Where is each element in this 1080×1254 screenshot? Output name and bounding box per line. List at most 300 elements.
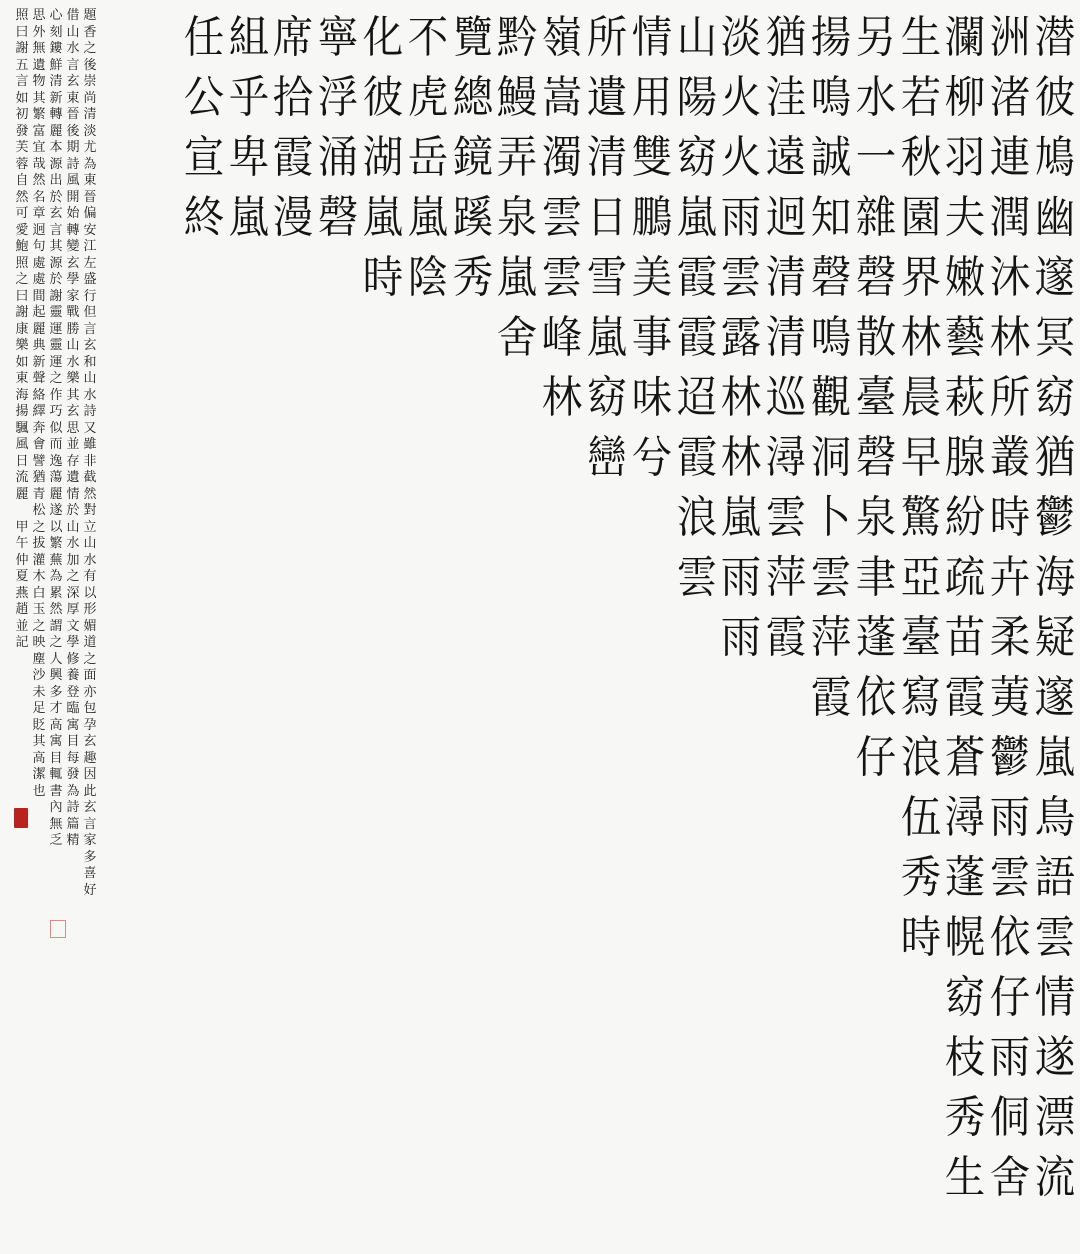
seal-character: 幌 [945,912,986,963]
colophon-character: 以 [83,585,97,601]
colophon-character: 為 [49,569,63,584]
seal-character: 連 [989,132,1031,183]
colophon-character: 開 [66,189,80,205]
colophon-character: 愛 [15,222,29,238]
seal-character: 任 [183,12,225,63]
colophon-character: 言 [49,222,63,238]
seal-character: 嵩 [541,72,583,123]
colophon-character: 詩 [66,800,80,815]
seal-character: 雨 [989,792,1031,843]
seal-character: 枝 [945,1032,986,1083]
seal-character: 雲 [676,552,717,603]
colophon-character: 高 [49,717,63,733]
colophon-character: 麗 [49,123,63,139]
colophon-character: 修 [66,651,80,667]
seal-character: 雪 [586,252,628,303]
colophon-character: 而 [49,437,63,452]
seal-character: 萍 [810,612,852,663]
colophon-character: 謝 [15,305,29,320]
colophon-character: 運 [49,354,63,370]
colophon-character: 詩 [83,404,97,419]
colophon-character: 心 [49,8,63,23]
seal-character: 公 [183,72,225,123]
seal-character: 洼 [765,72,807,123]
colophon-character: 玄 [66,404,80,419]
colophon-character: 尚 [83,90,97,106]
seal-character: 嵐 [497,252,538,303]
seal-character: 秋 [900,132,941,183]
seal-character: 淡 [721,12,762,63]
main-column [405,8,451,308]
colophon-character: 潔 [32,767,46,782]
seal-character: 美 [631,252,673,303]
colophon-character: 為 [66,783,80,799]
colophon-character: 變 [66,239,80,254]
colophon-character: 趙 [15,602,29,617]
colophon-character: 盛 [83,272,97,287]
seal-character: 邃 [1034,252,1076,303]
colophon-character: 轉 [66,222,80,238]
colophon-character: 無 [32,41,46,56]
seal-character: 生 [945,1152,986,1203]
seal-character: 事 [631,312,673,363]
seal-character: 苗 [945,612,986,663]
seal-character: 雲 [1034,912,1076,963]
colophon-character: 物 [32,74,46,89]
colophon-character: 謝 [15,41,29,56]
seal-character: 園 [900,192,941,243]
colophon-character: 其 [66,387,80,403]
colophon-column [65,8,81,850]
colophon-character: 刻 [49,24,63,40]
colophon-character: 香 [83,24,97,40]
colophon-character: 目 [66,734,80,749]
colophon-character: 巧 [49,404,63,419]
colophon-character: 可 [15,206,29,221]
colophon-character: 鮮 [49,57,63,73]
colophon-character: 然 [32,173,46,188]
colophon-character: 名 [32,189,46,205]
seal-character: 覽 [452,12,493,63]
colophon-character: 鮑 [15,239,29,254]
main-column [987,8,1033,1208]
seal-character: 時 [900,912,941,963]
colophon-character: 此 [83,783,97,799]
seal-character: 浮 [317,72,359,123]
colophon-character: 山 [66,338,80,353]
colophon-character: 書 [49,783,63,799]
colophon-character: 奔 [32,420,46,436]
seal-character: 羽 [945,132,986,183]
colophon-character: 發 [15,123,29,139]
main-column [494,8,540,368]
colophon-character: 照 [15,8,29,23]
seal-character: 雲 [541,192,583,243]
seal-character: 嵐 [407,192,449,243]
colophon-character: 山 [66,24,80,40]
colophon-character: 初 [15,107,29,122]
seal-character: 荑 [989,672,1031,723]
colophon-character: 新 [49,90,63,106]
seal-character: 霞 [273,132,314,183]
colophon-character: 清 [49,74,63,89]
colophon-character: 媚 [83,618,97,634]
seal-character: 時 [989,492,1031,543]
colophon-character: 處 [32,272,46,287]
colophon-character: 麗 [49,486,63,502]
seal-character: 岳 [407,132,449,183]
colophon-character: 也 [32,783,46,799]
main-column [181,8,227,248]
seal-character: 鏡 [452,132,493,183]
seal-character: 遺 [586,72,628,123]
colophon-column [31,8,47,800]
colophon-character: 尤 [83,140,97,155]
colophon-character: 和 [83,354,97,370]
seal-character: 雨 [989,1032,1031,1083]
colophon-character: 靈 [49,338,63,353]
main-column [629,8,675,488]
colophon-character: 之 [32,618,46,634]
main-column [853,8,899,788]
colophon-character: 運 [49,321,63,337]
colophon-character: 沙 [32,668,46,683]
colophon-character: 章 [32,206,46,221]
seal-character: 知 [810,192,852,243]
seal-character: 冥 [1034,312,1076,363]
colophon-character: 處 [32,255,46,271]
colophon-character: 並 [66,437,80,452]
seal-character: 席 [273,12,314,63]
red-seal-stamp [14,808,28,828]
seal-character: 日 [586,192,628,243]
seal-character: 鳴 [810,312,852,363]
seal-character: 萍 [765,552,807,603]
colophon-character: 句 [32,239,46,254]
colophon-character: 崇 [83,74,97,89]
colophon-character: 發 [66,767,80,782]
seal-character: 磬 [855,432,897,483]
colophon-character: 面 [83,668,97,683]
seal-character: 時 [362,252,404,303]
colophon-character: 之 [49,635,63,650]
seal-character: 鵬 [631,192,673,243]
seal-character: 雲 [541,252,583,303]
colophon-character: 玄 [66,255,80,271]
seal-character: 觀 [810,372,852,423]
seal-character: 亞 [900,552,941,603]
seal-character: 潯 [945,792,986,843]
seal-character: 生 [900,12,941,63]
seal-character: 窈 [945,972,986,1023]
colophon-character: 麗 [15,486,29,502]
seal-character: 浪 [676,492,717,543]
seal-character: 伍 [900,792,941,843]
seal-character: 泉 [855,492,897,543]
seal-character: 陰 [407,252,449,303]
colophon-character: 左 [83,255,97,271]
colophon-character: 曰 [15,288,29,304]
colophon-column [14,8,30,652]
colophon-character: 風 [66,173,80,188]
seal-character: 清 [586,132,628,183]
colophon-character: 雖 [83,437,97,452]
colophon-character: 其 [49,239,63,254]
colophon-character: 照 [15,255,29,271]
seal-character: 一 [855,132,897,183]
seal-character: 腺 [945,432,986,483]
colophon-character: 之 [83,651,97,667]
colophon-character: 甲 [15,519,29,535]
colophon-character: 自 [15,173,29,188]
seal-character: 霞 [945,672,986,723]
colophon-character: 蓉 [15,156,29,172]
colophon-character: 繹 [32,404,46,419]
colophon-character: 外 [32,24,46,40]
seal-character: 蹊 [452,192,493,243]
seal-character: 嵐 [721,492,762,543]
seal-character: 幽 [1034,192,1076,243]
seal-character: 卜 [810,492,852,543]
colophon-character: 因 [83,767,97,782]
colophon-character: 謂 [49,618,63,634]
colophon-character: 記 [15,635,29,650]
seal-character: 漫 [273,192,314,243]
seal-character: 山 [676,12,717,63]
colophon-character: 才 [49,701,63,716]
seal-character: 揚 [810,12,852,63]
colophon-character: 立 [83,519,97,535]
seal-character: 洲 [989,12,1031,63]
seal-character: 雜 [855,192,897,243]
colophon-character: 形 [83,602,97,617]
seal-character: 海 [1034,552,1076,603]
colophon-character: 以 [49,519,63,535]
colophon-character: 輒 [49,767,63,782]
colophon-character: 於 [49,189,63,205]
seal-character: 霞 [676,432,717,483]
colophon-character: 偏 [83,206,97,221]
colophon-character: 臨 [66,701,80,716]
main-column [539,8,585,428]
seal-character: 遠 [765,132,807,183]
colophon-character: 深 [66,585,80,601]
seal-character: 紛 [945,492,986,543]
colophon-character: 山 [83,536,97,551]
colophon-character: 源 [49,156,63,172]
colophon-character: 譬 [32,453,46,469]
seal-character: 涌 [317,132,359,183]
seal-character: 侗 [989,1092,1031,1143]
colophon-character: 水 [66,536,80,551]
colophon-character: 喜 [83,866,97,881]
colophon-character: 松 [32,503,46,518]
colophon-character: 存 [66,453,80,469]
seal-character: 卑 [228,132,269,183]
colophon-character: 玄 [83,734,97,749]
colophon-character: 目 [49,750,63,766]
seal-character: 瀾 [945,12,986,63]
colophon-character: 言 [83,321,97,337]
colophon-character: 多 [49,684,63,700]
colophon-character: 足 [32,701,46,716]
colophon-character: 間 [32,288,46,304]
colophon-character: 本 [49,140,63,155]
colophon-character: 白 [32,585,46,601]
seal-character: 霞 [676,312,717,363]
colophon-character: 蕪 [49,552,63,568]
colophon-character: 題 [83,8,97,23]
colophon-character: 東 [66,90,80,106]
colophon-character: 玄 [66,74,80,89]
colophon-character: 轉 [49,107,63,122]
seal-character: 林 [721,432,762,483]
colophon-character: 山 [66,519,80,535]
seal-character: 雨 [721,192,762,243]
colophon-character: 寓 [49,734,63,749]
colophon-character: 言 [83,816,97,832]
colophon-character: 康 [15,321,29,337]
colophon-character: 似 [49,420,63,436]
seal-character: 嵐 [676,192,717,243]
seal-character: 仔 [855,732,897,783]
colophon-character: 之 [15,272,29,287]
colophon-character: 淡 [83,123,97,139]
colophon-character: 遂 [49,503,63,518]
colophon-character: 截 [83,470,97,485]
colophon-character: 詩 [66,156,80,172]
colophon-character: 內 [49,800,63,815]
colophon-character: 遺 [32,57,46,73]
colophon-character: 借 [66,8,80,23]
seal-character: 雲 [765,492,807,543]
main-column [1032,8,1078,1208]
colophon-character: 安 [83,222,97,238]
colophon-character: 樂 [15,338,29,353]
colophon-character: 水 [83,552,97,568]
main-column [270,8,316,248]
colophon-character: 作 [49,387,63,403]
main-column [718,8,764,668]
colophon-character: 芙 [15,140,29,155]
seal-character: 邃 [1034,672,1076,723]
colophon-character: 午 [15,536,29,551]
seal-character: 柳 [945,72,986,123]
seal-character: 火 [721,72,762,123]
colophon-character: 貶 [32,717,46,733]
colophon-character: 水 [66,354,80,370]
colophon-character: 家 [66,288,80,304]
seal-character: 遂 [1034,1032,1076,1083]
seal-character: 嵐 [362,192,404,243]
seal-character: 舍 [989,1152,1031,1203]
colophon-character: 哉 [32,156,46,172]
seal-character: 柔 [989,612,1031,663]
seal-character: 情 [631,12,673,63]
seal-character: 窈 [1034,372,1076,423]
colophon-character: 青 [32,486,46,502]
seal-character: 驚 [900,492,941,543]
colophon-character: 颿 [15,420,29,436]
colophon-character: 蕩 [49,470,63,485]
colophon-character: 清 [83,107,97,122]
seal-character: 鬱 [1034,492,1076,543]
colophon-character: 起 [32,305,46,320]
colophon-character [14,503,30,520]
colophon-character: 情 [66,486,80,502]
seal-character: 嵐 [228,192,269,243]
seal-character: 霞 [676,252,717,303]
colophon-character: 曰 [15,24,29,40]
colophon-character: 之 [49,371,63,386]
colophon-character: 為 [83,156,97,172]
seal-character: 聿 [855,552,897,603]
seal-character: 鰻 [497,72,538,123]
seal-character: 水 [855,72,897,123]
seal-character: 陽 [676,72,717,123]
seal-character: 寫 [900,672,941,723]
seal-character: 秀 [945,1092,986,1143]
seal-character: 味 [631,372,673,423]
seal-character: 流 [1034,1152,1076,1203]
seal-character: 洞 [810,432,852,483]
seal-character: 晨 [900,372,941,423]
seal-character: 巡 [765,372,807,423]
seal-character: 臺 [855,372,897,423]
colophon-character: 玉 [32,602,46,617]
main-column [763,8,809,668]
seal-character: 虎 [407,72,449,123]
colophon-character: 靈 [49,305,63,320]
colophon-character: 道 [83,635,97,650]
seal-character: 黔 [497,12,538,63]
seal-character: 林 [721,372,762,423]
seal-character: 仔 [989,972,1031,1023]
seal-character: 宣 [183,132,225,183]
colophon-character: 燕 [15,585,29,601]
seal-character: 所 [586,12,628,63]
seal-character: 雲 [721,252,762,303]
seal-character: 雙 [631,132,673,183]
colophon-character: 興 [49,668,63,683]
seal-character: 林 [900,312,941,363]
colophon-character: 晉 [66,107,80,122]
seal-character: 誠 [810,132,852,183]
colophon-character: 玄 [83,338,97,353]
seal-character: 雲 [989,852,1031,903]
seal-character: 潯 [765,432,807,483]
colophon-character: 富 [32,123,46,139]
colophon-character: 包 [83,701,97,716]
colophon-character: 如 [15,354,29,370]
colophon-character: 木 [32,569,46,584]
colophon-character: 仲 [15,552,29,568]
colophon-character: 言 [15,74,29,89]
colophon-character: 其 [32,734,46,749]
colophon-character: 好 [83,882,97,898]
seal-character: 彼 [1034,72,1076,123]
colophon-character: 宜 [32,140,46,155]
colophon-character: 累 [49,585,63,601]
seal-character: 依 [855,672,897,723]
colophon-character: 塵 [32,651,46,667]
colophon-character: 每 [66,750,80,766]
seal-character: 依 [989,912,1031,963]
colophon-character: 源 [49,255,63,271]
colophon-character: 風 [15,437,29,452]
seal-character: 情 [1034,972,1076,1023]
colophon-character: 思 [32,8,46,23]
